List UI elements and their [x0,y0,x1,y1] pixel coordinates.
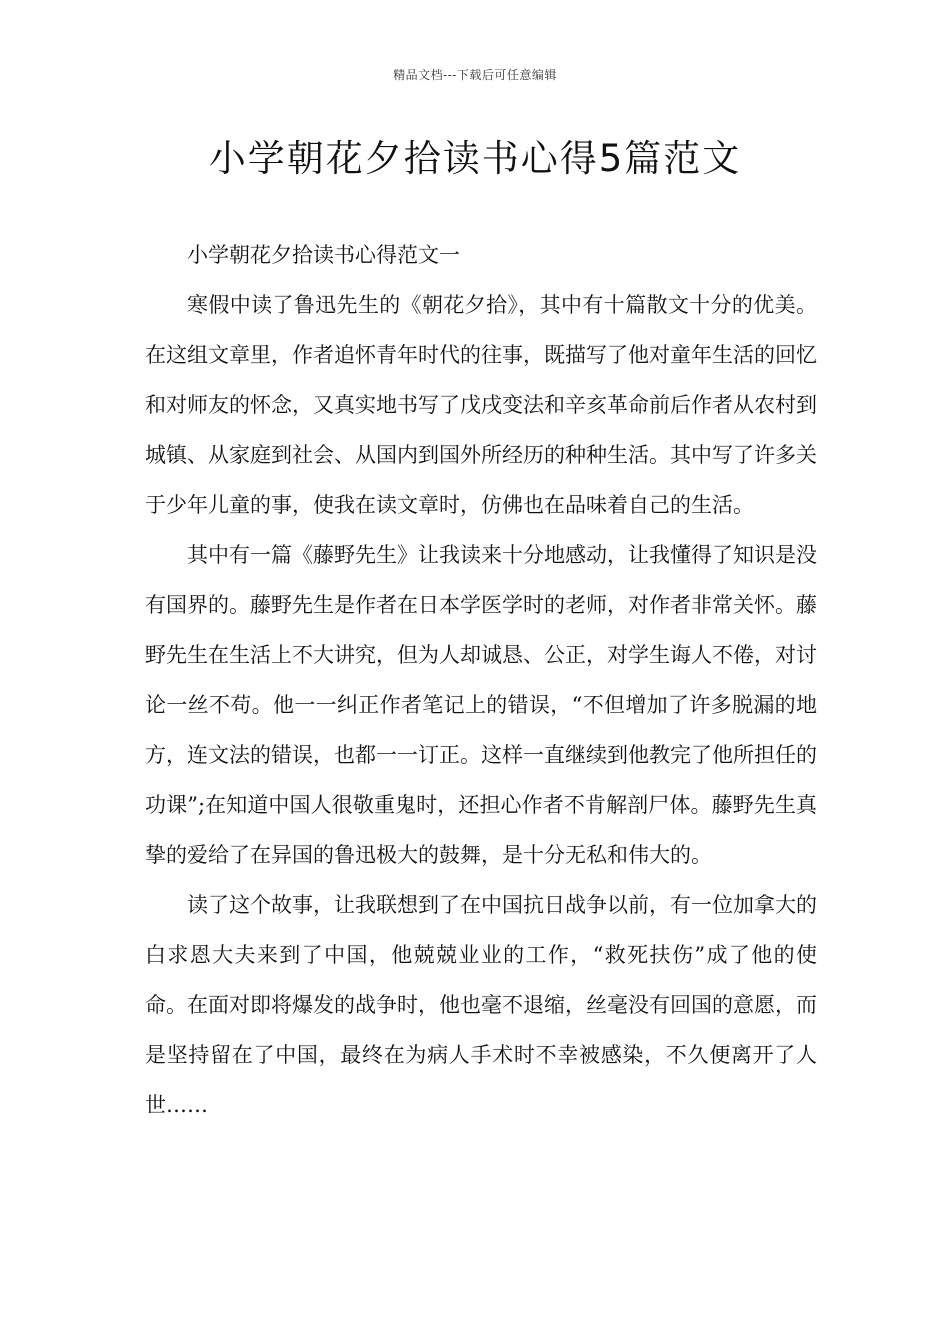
paragraph-1: 寒假中读了鲁迅先生的《朝花夕拾》，其中有十篇散文十分的优美。在这组文章里，作者追怀青年时代的往事，既描写了他对童年生活的回忆和对师友的怀念，又真实地书写了戊戌变法和辛亥革命前后作者从农村到城镇、从家庭到社会、从国内到国外所经历的种种生活。其中写了许多关于少年儿童的事，使我在读文章时，仿佛也在品味着自己的生活。 [145,293,817,517]
document-body [145,230,817,1130]
paragraph-2: 其中有一篇《藤野先生》让我读来十分地感动，让我懂得了知识是没有国界的。藤野先生是作者在日本学医学时的老师，对作者非常关怀。藤野先生在生活上不大讲究，但为人却诚恳、公正，对学生诲人不倦，对讨论一丝不苟。他一一纠正作者笔记上的错误，“不但增加了许多脱漏的地方，连文法的错误，也都一一订正。这样一直继续到他教完了他所担任的功课”;在知道中国人很敬重鬼时，还担心作者不肯解剖尸体。藤野先生真挚的爱给了在异国的鲁迅极大的鼓舞，是十分无私和伟大的。 [145,543,817,867]
header-note: 精品文档---下载后可任意编辑 [393,68,557,82]
paragraph-3: 读了这个故事，让我联想到了在中国抗日战争以前，有一位加拿大的白求恩大夫来到了中国，他兢兢业业的工作，“救死扶伤”成了他的使命。在面对即将爆发的战争时，他也毫不退缩，丝毫没有回国的意愿，而是坚持留在了中国，最终在为病人手术时不幸被感染，不久便离开了人世…… [145,893,817,1117]
document-title: 小学朝花夕拾读书心得5篇范文 [208,137,742,180]
section-heading: 小学朝花夕拾读书心得范文一 [187,243,460,267]
